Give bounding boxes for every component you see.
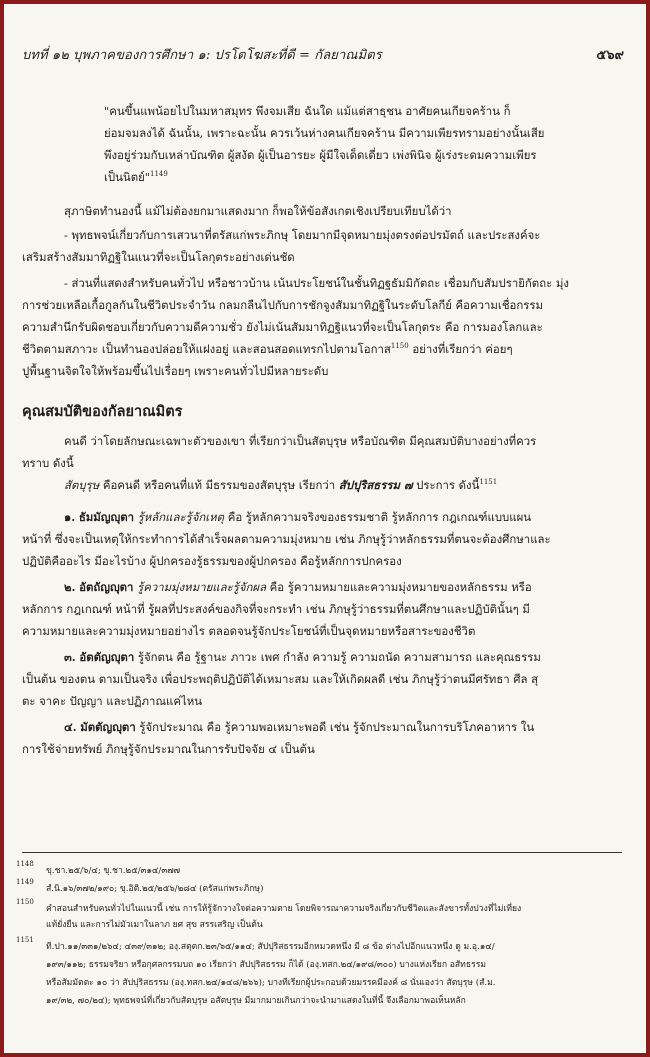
footnote-ref: 1151 bbox=[479, 478, 498, 487]
footnote-line: แท้ยั่งยืน และการไม่มัวเมาในลาภ ยศ สุข สรรเสริญ เป็นต้น bbox=[46, 920, 263, 930]
item-italic: รู้หลักและรู้จักเหตุ bbox=[137, 510, 225, 524]
list-item bbox=[64, 716, 534, 738]
running-title: บทที่ ๑๒ บุพภาคของการศึกษา ๑: ปรโตโฆสะที่ดี = กัลยาณมิตร bbox=[22, 48, 382, 63]
item-term: มัตตัญญุตา bbox=[80, 720, 136, 734]
footnote-line: ๑๙/๓๒, ๗๐/๒๔); พุทธพจน์ที่เกี่ยวกับสัตบุรุษ อสัตบุรุษ มีมากมายเกินกว่าจะนำมาแสดงในที่นี้ จึงเลือกมาพอเห็นหลัก bbox=[46, 996, 466, 1006]
sappurisa-text: ประการ ดังนี้ bbox=[412, 478, 480, 492]
list-item bbox=[64, 506, 531, 528]
section-line: คนดี ว่าโดยลักษณะเฉพาะตัวของเขา ที่เรียกว่าเป็นสัตบุรุษ หรือบัณฑิต มีคุณสมบัติบางอย่างที่ควร bbox=[64, 434, 537, 448]
item-term: อัตถัญญุตา bbox=[79, 580, 134, 594]
quote-line: "คนขึ้นแพน้อยไปในมหาสมุทร พึงจมเสีย ฉันใด แม้แต่สาธุชน อาศัยคนเกียจคร้าน ก็ bbox=[104, 104, 511, 118]
section-heading: คุณสมบัติของกัลยาณมิตร bbox=[22, 403, 183, 420]
item-italic: รู้ความมุ่งหมายและรู้จักผล bbox=[137, 580, 267, 594]
item-term: อัตตัญญุตา bbox=[79, 650, 135, 664]
body-line-text: ชีวิตตามสภาวะ เป็นทำนองปล่อยให้แฝงอยู่ และสอนสอดแทรกไปตามโอกาส bbox=[22, 342, 391, 356]
item-line: หลักการ กฎเกณฑ์ หน้าที่ รู้ผลที่ประสงค์ของกิจที่จะกระทำ เช่น ภิกษุรู้ว่าธรรมที่ตนศึกษาและปฏิบัตินั้นๆ มี bbox=[22, 602, 530, 616]
quote-line bbox=[104, 166, 168, 188]
item-line: ตะ จาคะ ปัญญา และปฏิภาณแค่ไหน bbox=[22, 694, 202, 708]
item-term: ธัมมัญญุตา bbox=[78, 510, 135, 524]
body-line: - ส่วนที่แสดงสำหรับคนทั่วไป หรือชาวบ้าน เน้นประโยชน์ในชั้นทิฏฐธัมมิกัตถะ เชื่อมกับสัมปรายิกัตถะ มุ่ง bbox=[64, 276, 569, 290]
footnote-number: 1149 bbox=[16, 878, 34, 886]
body-line bbox=[22, 338, 513, 360]
page-number: ๕๖๙ bbox=[596, 48, 624, 63]
item-line: หน้าที่ ซึ่งจะเป็นเหตุให้กระทำการได้สำเร็จผลตามความมุ่งหมาย เช่น ภิกษุรู้ว่าหลักธรรมที่ตนจะต้องศึกษาและ bbox=[22, 532, 551, 546]
body-line-tail: อย่างที่เรียกว่า ค่อยๆ bbox=[412, 342, 513, 356]
footnote-line: ขุ.ชา.๒๕/๖/๔; ขุ.ชา.๒๕/๓๑๔/๓๗๗ bbox=[46, 866, 181, 876]
footnote-ref: 1150 bbox=[390, 342, 409, 351]
body-line: เสริมสร้างสัมมาทิฏฐิในแนวที่จะเป็นโลกุตระอย่างเด่นชัด bbox=[22, 250, 295, 264]
item-line: ความหมายและความมุ่งหมายอย่างไร ตลอดจนรู้จักประโยชน์ที่เป็นจุดหมายหรือสาระของชีวิต bbox=[22, 624, 476, 638]
item-line: การใช้จ่ายทรัพย์ ภิกษุรู้จักประมาณในการรับปัจจัย ๔ เป็นต้น bbox=[22, 742, 315, 756]
footnote-line: ๑๙๓/๑๑๒; ธรรมจริยา หรือกุศลกรรมบถ ๑๐ เรียกว่า สัปปุริสธรรม ก็ได้ (องฺ.ทสก.๒๔/๑๙๘/๓๐๐) บางแห่งเรียก อสัทธรรม bbox=[46, 960, 486, 970]
quote-last-line: เป็นนิตย์" bbox=[104, 170, 151, 184]
body-line: - พุทธพจน์เกี่ยวกับการเสวนาที่ตรัสแก่พระภิกษุ โดยมากมีจุดหมายมุ่งตรงต่อปรมัตถ์ และประสงค์จะ bbox=[64, 228, 541, 242]
footnote-number: 1151 bbox=[16, 936, 34, 944]
sappurisa-text: คือคนดี หรือคนที่แท้ มีธรรมของสัตบุรุษ เรียกว่า bbox=[99, 478, 339, 492]
footnote-number: 1150 bbox=[16, 898, 34, 906]
sappurisa-line bbox=[64, 474, 497, 496]
item-line: ปฏิบัติคืออะไร มีอะไรบ้าง ผู้ปกครองรู้ธรรมของผู้ปกครอง คือรู้หลักการปกครอง bbox=[22, 554, 402, 568]
list-item bbox=[64, 576, 532, 598]
item-number: ๑. bbox=[64, 510, 76, 524]
item-text: คือ รู้หลักความจริงของธรรมชาติ รู้หลักการ กฎเกณฑ์แบบแผน bbox=[224, 510, 532, 524]
item-line: เป็นต้น ของตน ตามเป็นจริง เพื่อประพฤติปฏิบัติได้เหมาะสม และให้เกิดผลดี เช่น ภิกษุรู้ว่าตนมีศรัทธา ศีล สุ bbox=[22, 672, 539, 686]
item-text: รู้จักประมาณ คือ รู้ความพอเหมาะพอดี เช่น รู้จักประมาณในการบริโภคอาหาร ใน bbox=[135, 720, 535, 734]
book-page bbox=[4, 4, 646, 1053]
item-number: ๔. bbox=[64, 720, 77, 734]
section-line: ทราบ ดังนี้ bbox=[22, 456, 74, 470]
footnote-line: สํ.นิ.๑๖/๓๗๒/๑๙๐; ขุ.อิติ.๒๕/๒๕๖/๒๘๔ (ตรัสแก่พระภิกษุ) bbox=[46, 884, 264, 894]
footnote-divider bbox=[22, 852, 622, 853]
quote-line: ย่อมจมลงได้ ฉันนั้น, เพราะฉะนั้น ควรเว้นห่างคนเกียจคร้าน มีความเพียรทรามอย่างนั้นเสีย bbox=[104, 126, 545, 140]
list-item bbox=[64, 646, 541, 668]
body-line: ความสำนึกรับผิดชอบเกี่ยวกับความดีความชั่ว ยังไม่เน้นสัมมาทิฏฐิแนวที่จะเป็นโลกุตระ คือ การมองโลกและ bbox=[22, 320, 543, 334]
item-text: รู้จักตน คือ รู้ฐานะ ภาวะ เพศ กำลัง ความรู้ ความถนัด ความสามารถ และคุณธรรม bbox=[134, 650, 541, 664]
item-number: ๓. bbox=[64, 650, 76, 664]
footnote-ref: 1149 bbox=[150, 170, 168, 179]
quote-line: พึงอยู่ร่วมกับเหล่าบัณฑิต ผู้สงัด ผู้เป็นอารยะ ผู้มีใจเด็ดเดี่ยว เพ่งพินิจ ผู้เร่งระดมความเพียร bbox=[104, 148, 537, 162]
footnote-line: หรือสัมมัตตะ ๑๐ ว่า สัปปุริสธรรม (องฺ.ทสก.๒๔/๑๔๘/๒๖๖); บางทีเรียกผู้ประกอบด้วยมรรคมีองค์ ๘ นั่นเองว่า สัตบุรุษ (สํ.ม. bbox=[46, 978, 496, 988]
body-line: ปูพื้นฐานจิตใจให้พร้อมขึ้นไปเรื่อยๆ เพราะคนทั่วไปมีหลายระดับ bbox=[22, 364, 329, 378]
sappurisa-term: สัตบุรุษ bbox=[64, 478, 100, 492]
item-number: ๒. bbox=[64, 580, 76, 594]
sappurisa-dhamma: สัปปุริสธรรม ๗ bbox=[338, 478, 413, 492]
body-line: สุภาษิตทำนองนี้ แม้ไม่ต้องยกมาแสดงมาก ก็พอให้ข้อสังเกตเชิงเปรียบเทียบได้ว่า bbox=[64, 204, 452, 218]
footnote-line: คำสอนสำหรับคนทั่วไปในแนวนี้ เช่น การให้รู้จักวางใจต่อความตาย โดยพิจารณาความจริงเกี่ยวกับชีวิตและสังขารทั้งปวงที่ไม่เที่ยง bbox=[46, 904, 522, 914]
body-line: การช่วยเหลือเกื้อกูลกันในชีวิตประจำวัน กลมกลืนไปกับการชักจูงสัมมาทิฏฐิในระดับโลกีย์ คือความเชื่อกรรม bbox=[22, 298, 544, 312]
footnote-number: 1148 bbox=[16, 860, 34, 868]
item-text: คือ รู้ความหมายและความมุ่งหมายของหลักธรรม หรือ bbox=[266, 580, 532, 594]
footnote-line: ที.ปา.๑๑/๓๓๑/๒๖๔; ๔๓๙/๓๑๒; องฺ.สตฺตก.๒๓/๖๕/๑๑๔; สัปปุริสธรรมอีกหมวดหนึ่ง มี ๘ ข้อ ต่างไปอีกแนวหนึ่ง ดู ม.อุ.๑๔/ bbox=[46, 942, 495, 952]
